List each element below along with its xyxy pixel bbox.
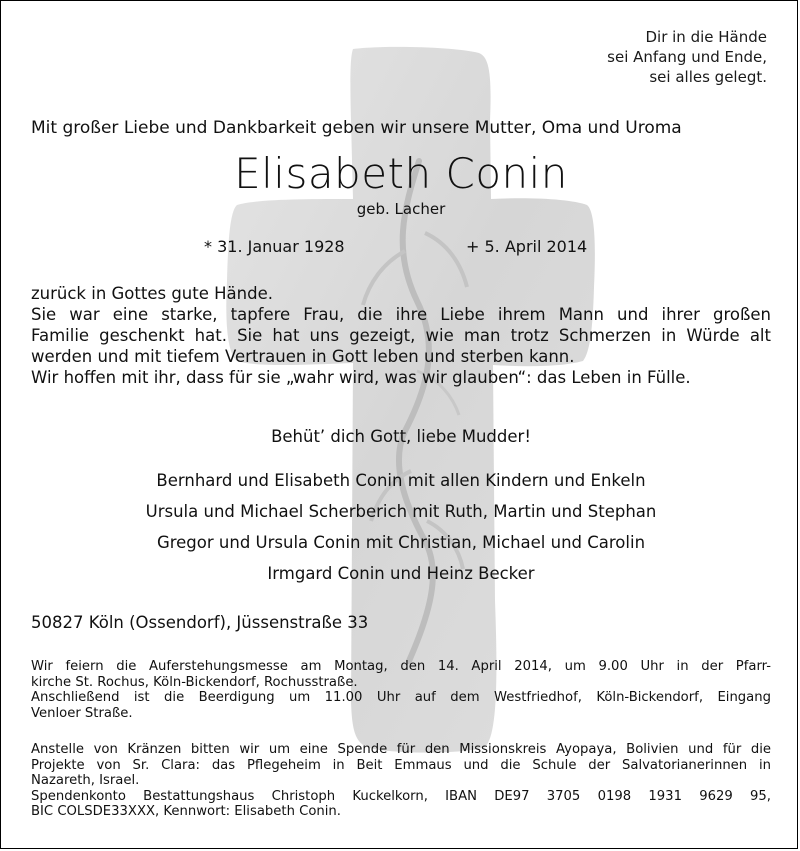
service-line: Anschließend ist die Beerdigung um 11.00 Uhr auf dem Westfriedhof, Köln-Bickendorf, Eingang	[31, 690, 771, 705]
tribute-line: Familie geschenkt hat. Sie hat uns gezeigt, wie man trotz Schmerzen in Würde alt	[31, 326, 771, 345]
donation-line: Nazareth, Israel.	[31, 773, 140, 788]
donation-line: BIC COLSDE33XXX, Kennwort: Elisabeth Conin.	[31, 804, 341, 819]
mourning-address: 50827 Köln (Ossendorf), Jüssenstraße 33	[31, 613, 369, 632]
tribute-paragraph	[31, 283, 771, 388]
bible-motto	[607, 27, 767, 87]
motto-line: Dir in die Hände	[645, 28, 767, 46]
blessing-text: Behüt’ dich Gott, liebe Mudder!	[271, 427, 531, 446]
mourner-line: Ursula und Michael Scherberich mit Ruth, Martin und Stephan	[145, 502, 657, 521]
donation-line: Projekte von Sr. Clara: das Pflegeheim in Beit Emmaus und die Schule der Salvatorianerinnen in	[31, 757, 771, 773]
tribute-line: Wir hoffen mit ihr, dass für sie „wahr wird, was wir glauben“: das Leben in Fülle.	[31, 368, 691, 387]
donation-line: Anstelle von Kränzen bitten wir um eine Spende für den Missionskreis Ayopaya, Bolivien und für die	[31, 742, 771, 757]
mourner-line: Gregor und Ursula Conin mit Christian, Michael und Carolin	[156, 533, 646, 552]
death-date: + 5. April 2014	[466, 237, 588, 256]
tribute-line: zurück in Gottes gute Hände.	[31, 284, 273, 303]
motto-line: sei alles gelegt.	[649, 68, 767, 86]
birth-name: geb. Lacher	[356, 200, 446, 218]
mourner-line: Bernhard und Elisabeth Conin mit allen Kindern und Enkeln	[156, 471, 646, 490]
service-line: Venloer Straße.	[31, 705, 133, 721]
birth-date: * 31. Januar 1928	[204, 237, 345, 256]
deceased-name: Elisabeth Conin	[234, 149, 568, 198]
service-info	[31, 659, 771, 721]
tribute-line: werden und mit tiefem Vertrauen in Gott leben und sterben kann.	[31, 347, 575, 366]
mourners-list	[1, 465, 798, 589]
service-line: kirche St. Rochus, Köln-Bickendorf, Rochusstraße.	[31, 674, 358, 690]
mourner-line: Irmgard Conin und Heinz Becker	[267, 564, 535, 583]
donation-line: Spendenkonto Bestattungshaus Christoph Kuckelkorn, IBAN DE97 3705 0198 1931 9629 95,	[31, 788, 771, 804]
service-line: Wir feiern die Auferstehungsmesse am Montag, den 14. April 2014, um 9.00 Uhr in der Pfarr-	[31, 659, 771, 674]
intro-text: Mit großer Liebe und Dankbarkeit geben wir unsere Mutter, Oma und Uroma	[31, 118, 682, 138]
tribute-line: Sie war eine starke, tapfere Frau, die ihre Liebe ihrem Mann und ihrer großen	[31, 305, 771, 324]
motto-line: sei Anfang und Ende,	[607, 48, 767, 66]
donation-info	[31, 742, 771, 820]
